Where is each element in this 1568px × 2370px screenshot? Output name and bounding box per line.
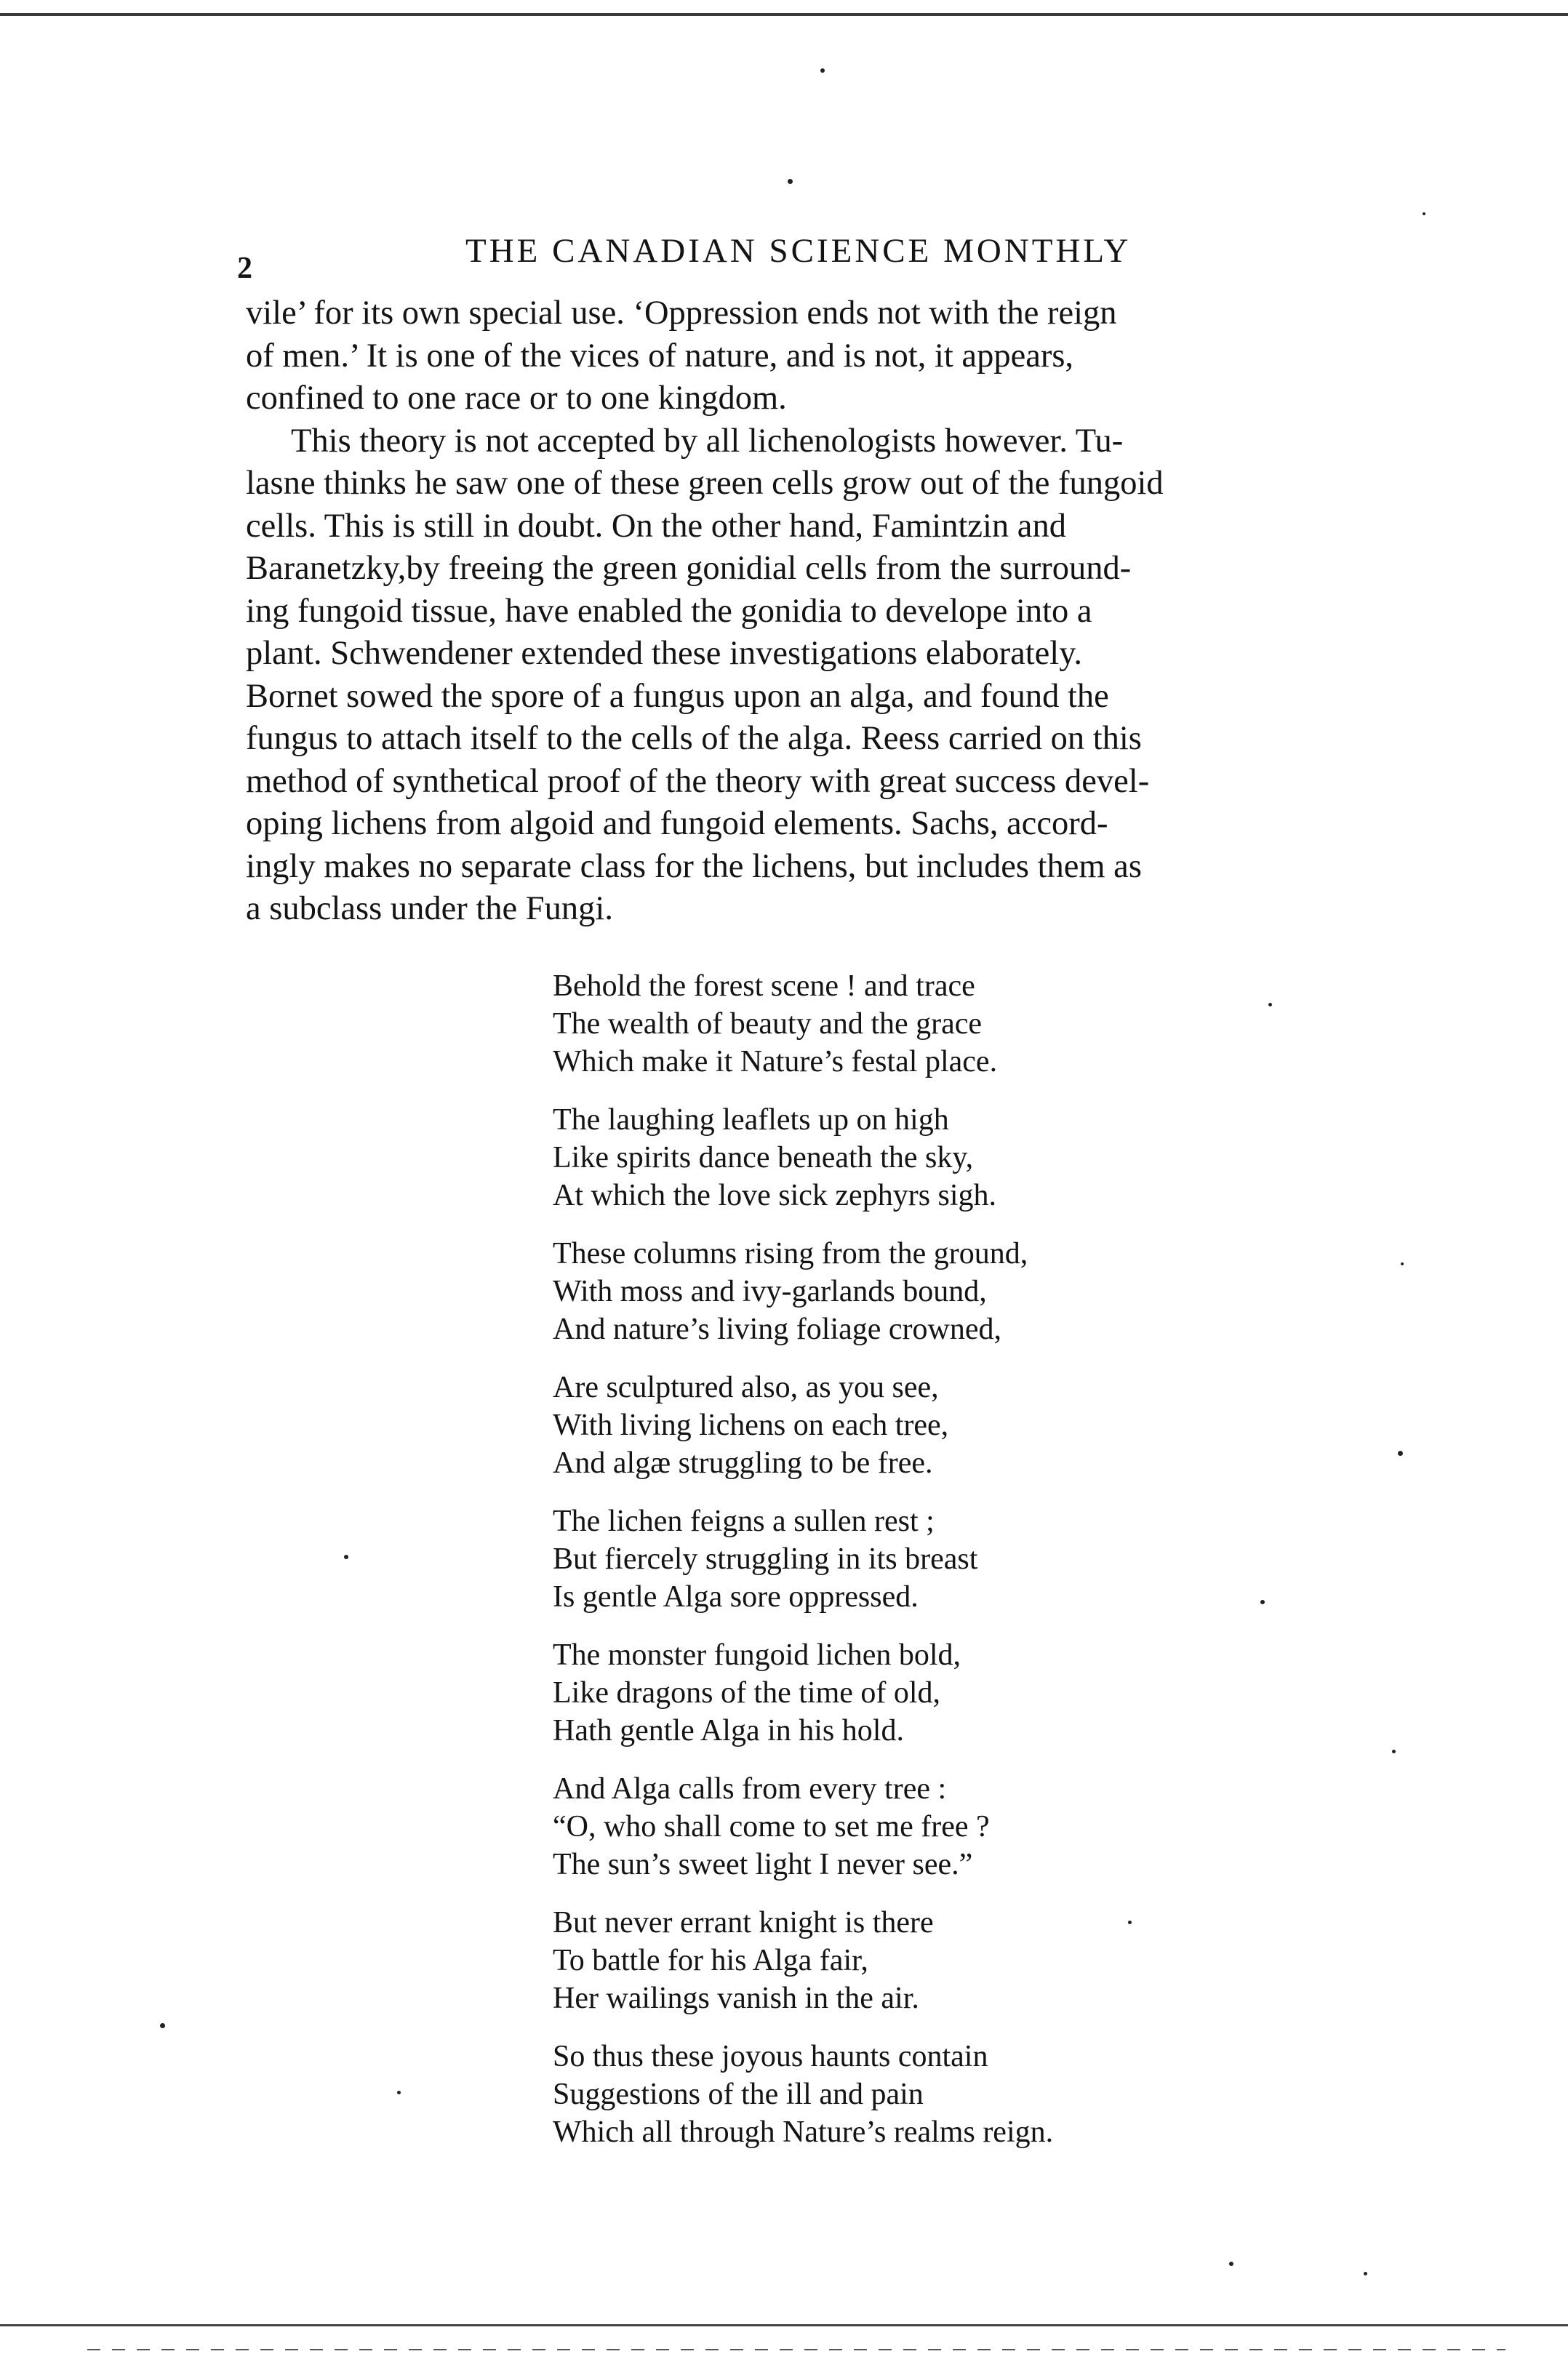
scan-speck (1392, 1750, 1396, 1753)
prose-block (246, 292, 1439, 931)
prose-line: This theory is not accepted by all lichenologists however. Tu- (291, 422, 1124, 460)
poem-stanza (553, 1770, 1316, 1883)
scan-speck (1128, 1921, 1132, 1924)
prose-line: fungus to attach itself to the cells of the alga. Reess carried on this (246, 720, 1142, 757)
top-page-edge-rule (0, 13, 1568, 16)
poem-line: The monster fungoid lichen bold, (553, 1638, 961, 1672)
scan-speck (820, 68, 825, 73)
poem-line: At which the love sick zephyrs sigh. (553, 1179, 997, 1212)
poem-line: Hath gentle Alga in his hold. (553, 1714, 904, 1748)
scan-speck (788, 179, 793, 184)
poem-line: The lichen feigns a sullen rest ; (553, 1505, 935, 1538)
poem-line: With moss and ivy-garlands bound, (553, 1275, 987, 1308)
poem-line: The sun’s sweet light I never see.” (553, 1848, 973, 1881)
poem-stanza (553, 1235, 1316, 1348)
prose-line: Bornet sowed the spore of a fungus upon an alga, and found the (246, 677, 1109, 715)
poem-stanza (553, 1636, 1316, 1750)
bottom-page-edge-rule (0, 2324, 1568, 2326)
prose-line: plant. Schwendener extended these investigations elaborately. (246, 635, 1083, 672)
scan-speck (344, 1555, 348, 1559)
prose-line: a subclass under the Fungi. (246, 890, 613, 927)
prose-line: method of synthetical proof of the theory with great success devel- (246, 762, 1150, 800)
prose-line: ingly makes no separate class for the lichens, but includes them as (246, 847, 1142, 885)
poem-stanza (553, 1502, 1316, 1616)
poem-line: And Alga calls from every tree : (553, 1772, 947, 1806)
poem-line: Her wailings vanish in the air. (553, 1982, 919, 2015)
poem-line: Which all through Nature’s realms reign. (553, 2115, 1054, 2149)
poem-line: Suggestions of the ill and pain (553, 2078, 924, 2111)
poem-line: “O, who shall come to set me free ? (553, 1810, 990, 1843)
running-head: THE CANADIAN SCIENCE MONTHLY (465, 232, 1132, 270)
prose-line: of men.’ It is one of the vices of nature, and is not, it appears, (246, 337, 1074, 375)
scan-speck (1268, 1003, 1272, 1006)
poem-line: These columns rising from the ground, (553, 1237, 1028, 1270)
prose-line: oping lichens from algoid and fungoid elements. Sachs, accord- (246, 805, 1108, 842)
scan-speck (397, 2091, 401, 2094)
bottom-scan-noise-rule (87, 2349, 1505, 2350)
scan-speck (1260, 1600, 1265, 1604)
prose-line: Baranetzky,by freeing the green gonidial cells from the surround- (246, 550, 1132, 587)
poem-line: But fiercely struggling in its breast (553, 1542, 978, 1576)
scan-speck (1398, 1451, 1403, 1456)
poem-stanza (553, 1101, 1316, 1214)
poem-line: Like dragons of the time of old, (553, 1676, 941, 1710)
scan-speck (160, 2023, 165, 2028)
prose-line: ing fungoid tissue, have enabled the gonidia to develope into a (246, 592, 1092, 630)
poem-line: And algæ struggling to be free. (553, 1446, 933, 1480)
page-number: 2 (237, 252, 252, 285)
poem-line: Is gentle Alga sore oppressed. (553, 1580, 919, 1614)
poem-line: Which make it Nature’s festal place. (553, 1045, 998, 1078)
poem-line: Are sculptured also, as you see, (553, 1371, 939, 1404)
poem (553, 967, 1316, 2171)
poem-line: With living lichens on each tree, (553, 1409, 949, 1442)
scan-speck (1229, 2262, 1233, 2266)
poem-stanza (553, 967, 1316, 1081)
poem-stanza (553, 2038, 1316, 2151)
poem-line: So thus these joyous haunts contain (553, 2040, 988, 2073)
poem-stanza (553, 1904, 1316, 2017)
poem-line: But never errant knight is there (553, 1906, 934, 1939)
scan-speck (1423, 212, 1425, 215)
prose-line: confined to one race or to one kingdom. (246, 380, 787, 417)
poem-line: The laughing leaflets up on high (553, 1103, 949, 1137)
poem-line: To battle for his Alga fair, (553, 1944, 868, 1977)
poem-line: Like spirits dance beneath the sky, (553, 1141, 974, 1174)
poem-stanza (553, 1369, 1316, 1482)
prose-line: cells. This is still in doubt. On the other hand, Famintzin and (246, 507, 1066, 545)
prose-line: vile’ for its own special use. ‘Oppression ends not with the reign (246, 295, 1117, 332)
poem-line: And nature’s living foliage crowned, (553, 1313, 1001, 1346)
scan-speck (1401, 1262, 1404, 1265)
prose-line: lasne thinks he saw one of these green cells grow out of the fungoid (246, 465, 1164, 502)
poem-line: The wealth of beauty and the grace (553, 1007, 983, 1041)
scan-speck (1364, 2272, 1367, 2275)
poem-line: Behold the forest scene ! and trace (553, 969, 975, 1003)
